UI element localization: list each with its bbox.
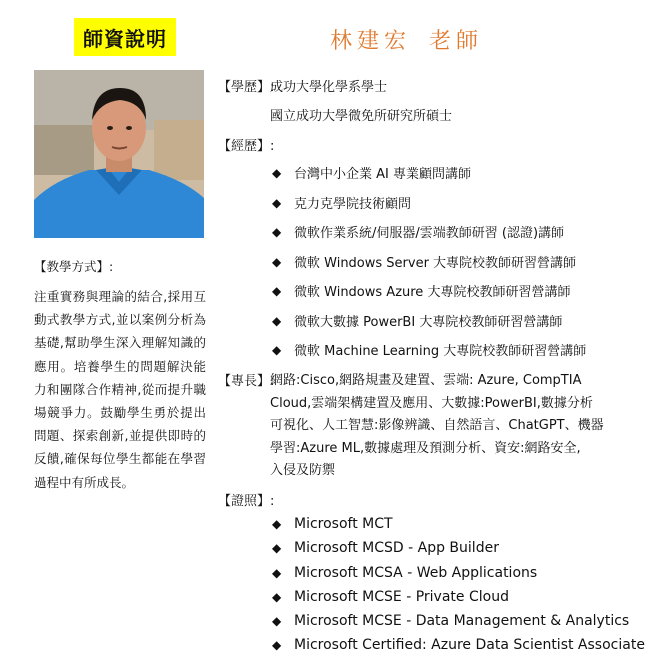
section-badge: 師資說明 xyxy=(74,18,176,56)
specialty-line: 可視化、人工智慧:影像辨識、自然語言、ChatGPT、機器 xyxy=(270,418,604,434)
certificate-item: ◆ Microsoft MCT xyxy=(272,516,393,532)
teacher-photo xyxy=(34,70,204,238)
bullet-diamond-icon: ◆ xyxy=(272,590,282,604)
bullet-diamond-icon: ◆ xyxy=(272,195,282,210)
teacher-name xyxy=(330,24,483,55)
experience-item: ◆ 微軟大數據 PowerBI 大專院校教師研習營講師 xyxy=(272,313,563,330)
experience-item: ◆ 微軟 Machine Learning 大專院校教師研習營講師 xyxy=(272,342,587,359)
certificate-item: ◆ Microsoft MCSE - Private Cloud xyxy=(272,589,509,605)
bullet-diamond-icon: ◆ xyxy=(272,224,282,239)
bullet-diamond-icon: ◆ xyxy=(272,165,282,180)
teaching-method-text: 注重實務與理論的結合,採用互動式教學方式,並以案例分析為基礎,幫助學生深入理解知識的應用。培養學生的問題解決能力和團隊合作精神,從而提升職場競爭力。鼓勵學生勇於提出問題、探索創新,並提供即時的反饋,確保每位學生都能在學習過程中有所成長。 xyxy=(34,289,206,490)
experience-item: ◆ 微軟 Windows Azure 大專院校教師研習營講師 xyxy=(272,283,571,300)
experience-item: ◆ 台灣中小企業 AI 專業顧問講師 xyxy=(272,165,471,182)
certificate-item: ◆ Microsoft MCSD - App Builder xyxy=(272,540,499,556)
specialty-text xyxy=(270,370,628,483)
education-item: 成功大學化學系學士 xyxy=(270,80,388,95)
experience-label: 【經歷】: xyxy=(218,139,275,154)
experience-item: ◆ 微軟作業系統/伺服器/雲端教師研習 (認證)講師 xyxy=(272,224,565,241)
bullet-diamond-icon: ◆ xyxy=(272,517,282,531)
certificate-item: ◆ Microsoft MCSA - Web Applications xyxy=(272,565,538,581)
experience-item: ◆ 克力克學院技術顧問 xyxy=(272,195,412,212)
bullet-diamond-icon: ◆ xyxy=(272,313,282,328)
bullet-diamond-icon: ◆ xyxy=(272,614,282,628)
teacher-title: 老師 xyxy=(429,29,484,54)
bullet-diamond-icon: ◆ xyxy=(272,541,282,555)
certificate-item: ◆ Microsoft MCSE - Data Management & Analytics xyxy=(272,613,630,629)
certificates-label: 【證照】: xyxy=(218,494,275,509)
experience-item: ◆ 微軟 Windows Server 大專院校教師研習營講師 xyxy=(272,254,577,271)
teaching-method-label: 【教學方式】: xyxy=(34,259,114,274)
bullet-diamond-icon: ◆ xyxy=(272,638,282,652)
specialty-line: Cloud,雲端架構建置及應用、大數據:PowerBI,數據分析 xyxy=(270,395,593,411)
education-item: 國立成功大學微免所研究所碩士 xyxy=(270,109,453,124)
teacher-given-name: 林建宏 xyxy=(330,29,412,54)
bullet-diamond-icon: ◆ xyxy=(272,342,282,357)
certificate-item: ◆ Microsoft Certified: Azure Data Scientist Associate xyxy=(272,637,645,653)
specialty-line: 學習:Azure ML,數據處理及預測分析、資安:網路安全, xyxy=(270,440,581,456)
bullet-diamond-icon: ◆ xyxy=(272,566,282,580)
education-label: 【學歷】: xyxy=(218,80,275,95)
specialty-label: 【專長】: xyxy=(218,374,275,389)
bullet-diamond-icon: ◆ xyxy=(272,283,282,298)
specialty-line: 網路:Cisco,網路規畫及建置、雲端: Azure, CompTIA xyxy=(270,373,582,388)
bullet-diamond-icon: ◆ xyxy=(272,254,282,269)
specialty-line: 入侵及防禦 xyxy=(270,463,336,479)
